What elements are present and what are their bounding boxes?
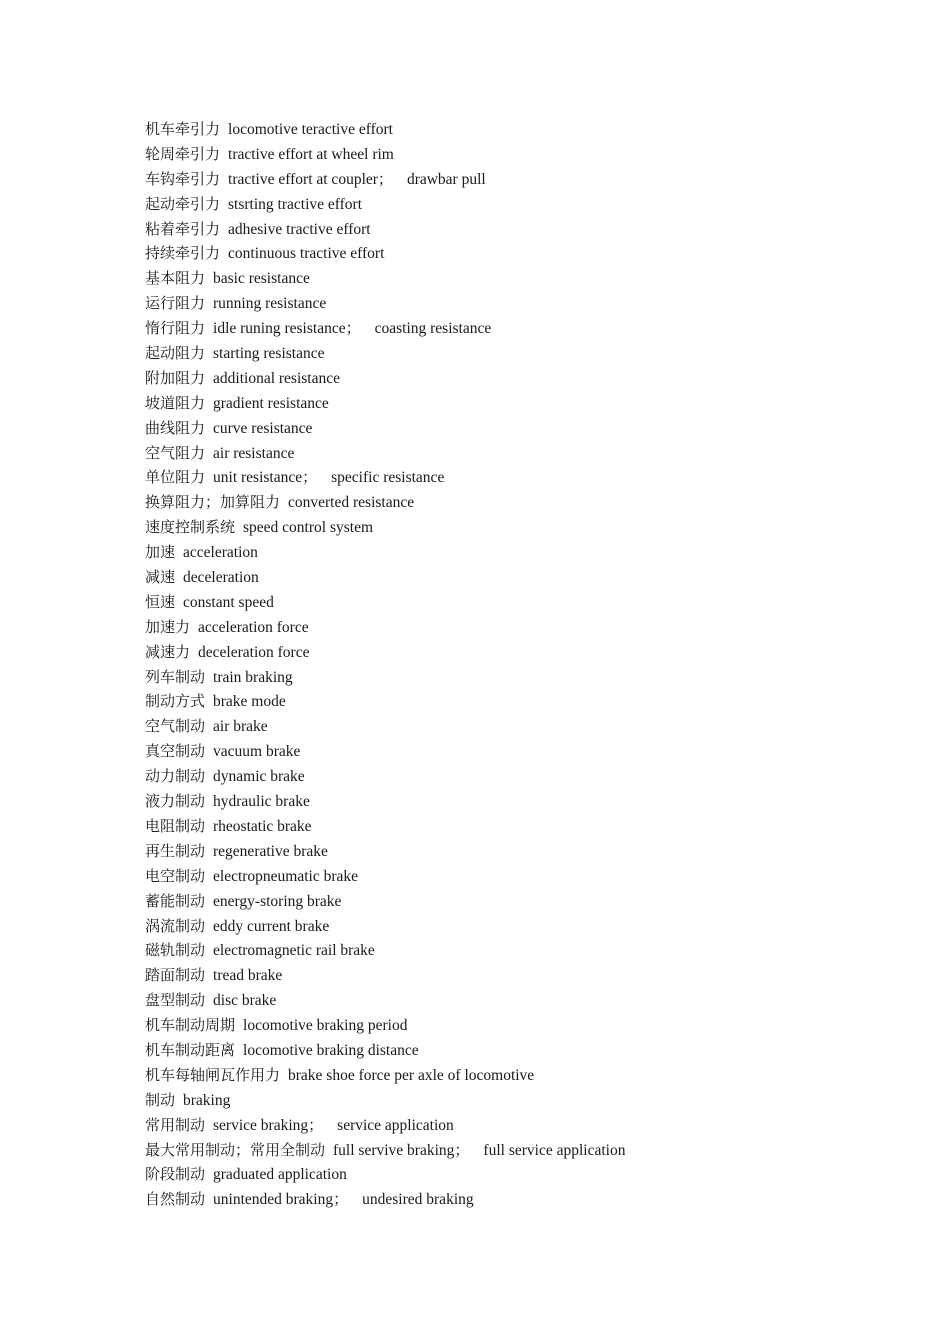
term-chinese: 单位阻力: [145, 468, 206, 487]
glossary-entry: [145, 864, 905, 889]
glossary-entry: [145, 441, 905, 466]
glossary-entry: [145, 291, 905, 316]
term-chinese: 蓄能制动: [145, 891, 206, 910]
term-chinese: 电阻制动: [145, 816, 206, 835]
glossary-entry: [145, 889, 905, 914]
term-chinese: 附加阻力: [145, 368, 206, 387]
term-english: acceleration: [183, 544, 258, 562]
term-chinese: 加速力: [145, 617, 191, 636]
term-chinese: 运行阻力: [145, 294, 206, 313]
glossary-entry: [145, 764, 905, 789]
term-separator: ；: [308, 1115, 324, 1134]
glossary-entry: [145, 1038, 905, 1063]
term-chinese: 盘型制动: [145, 991, 206, 1010]
term-chinese: 速度控制系统: [145, 518, 236, 537]
term-english: tread brake: [213, 967, 283, 985]
glossary-entry: [145, 963, 905, 988]
term-english: deceleration force: [198, 643, 310, 661]
glossary-entry: [145, 839, 905, 864]
glossary-entry: [145, 714, 905, 739]
term-chinese: 机车牵引力: [145, 120, 221, 138]
term-english-alternate: coasting resistance: [374, 320, 492, 338]
term-english-alternate: specific resistance: [331, 469, 445, 487]
term-chinese: 换算阻力；加算阻力: [145, 493, 281, 512]
term-chinese: 起动阻力: [145, 344, 206, 363]
glossary-entry: [145, 540, 905, 565]
term-chinese: 轮周牵引力: [145, 144, 221, 163]
term-chinese: 踏面制动: [145, 966, 206, 985]
term-english: brake mode: [213, 693, 286, 711]
term-english-alternate: full service application: [483, 1141, 626, 1159]
term-english: air brake: [213, 718, 268, 736]
term-english: energy-storing brake: [213, 892, 342, 910]
term-chinese: 最大常用制动；常用全制动: [145, 1140, 326, 1159]
term-chinese: 车钩牵引力: [145, 169, 221, 188]
term-english: braking: [183, 1091, 231, 1109]
glossary-entry: [145, 665, 905, 690]
term-english: hydraulic brake: [213, 793, 310, 811]
term-english: locomotive braking period: [243, 1017, 408, 1035]
glossary-entry: [145, 515, 905, 540]
term-chinese: 列车制动: [145, 667, 206, 686]
term-english: locomotive teractive effort: [228, 121, 393, 138]
glossary-entry: [145, 789, 905, 814]
term-english: curve resistance: [213, 419, 313, 437]
term-separator: ；: [345, 319, 361, 338]
term-english: service braking: [213, 1116, 309, 1134]
term-english: stsrting tractive effort: [228, 195, 363, 213]
term-chinese: 空气阻力: [145, 443, 206, 462]
glossary-entry: [145, 217, 905, 242]
glossary-entry: [145, 316, 905, 341]
glossary-entry: [145, 1113, 905, 1138]
term-english: regenerative brake: [213, 842, 328, 860]
term-english: full servive braking: [333, 1141, 455, 1159]
term-english-alternate: undesired braking: [362, 1191, 474, 1209]
term-chinese: 自然制动: [145, 1190, 206, 1209]
term-english: gradient resistance: [213, 394, 329, 412]
term-english: locomotive braking distance: [243, 1041, 419, 1059]
term-chinese: 机车制动周期: [145, 1016, 236, 1035]
glossary-entry: [145, 266, 905, 291]
glossary-entry: [145, 1162, 905, 1187]
glossary-entry: [145, 739, 905, 764]
term-chinese: 液力制动: [145, 792, 206, 811]
term-english: unintended braking: [213, 1191, 334, 1209]
term-english: tractive effort at coupler: [228, 170, 378, 188]
term-english: converted resistance: [288, 494, 415, 512]
term-english: speed control system: [243, 519, 374, 537]
term-english: basic resistance: [213, 270, 310, 288]
term-english-alternate: service application: [337, 1116, 454, 1134]
term-chinese: 粘着牵引力: [145, 219, 221, 238]
glossary-entry: [145, 1013, 905, 1038]
glossary-entry: [145, 1187, 905, 1212]
term-separator: ；: [302, 468, 318, 487]
term-chinese: 曲线阻力: [145, 418, 206, 437]
term-chinese: 再生制动: [145, 841, 206, 860]
term-chinese: 制动: [145, 1090, 176, 1109]
term-english: vacuum brake: [213, 743, 301, 761]
term-english: brake shoe force per axle of locomotive: [288, 1066, 535, 1084]
term-english: eddy current brake: [213, 917, 330, 935]
term-chinese: 电空制动: [145, 866, 206, 885]
term-english: electropneumatic brake: [213, 867, 359, 885]
term-chinese: 涡流制动: [145, 916, 206, 935]
glossary-entry: [145, 241, 905, 266]
term-chinese: 加速: [145, 543, 176, 562]
term-chinese: 磁轨制动: [145, 941, 206, 960]
glossary-entry: [145, 914, 905, 939]
term-chinese: 减速: [145, 568, 176, 587]
term-chinese: 阶段制动: [145, 1165, 206, 1184]
glossary-entry: [145, 192, 905, 217]
glossary-entry: [145, 615, 905, 640]
term-chinese: 坡道阻力: [145, 393, 206, 412]
term-english: running resistance: [213, 295, 327, 313]
term-chinese: 恒速: [145, 592, 176, 611]
glossary-entry: [145, 416, 905, 441]
term-english: deceleration: [183, 569, 259, 587]
term-english: rheostatic brake: [213, 817, 312, 835]
term-english: air resistance: [213, 444, 295, 462]
term-english: disc brake: [213, 992, 277, 1010]
term-english: graduated application: [213, 1166, 347, 1184]
term-chinese: 常用制动: [145, 1115, 206, 1134]
term-english: additional resistance: [213, 369, 340, 387]
term-chinese: 基本阻力: [145, 269, 206, 288]
term-chinese: 机车每轴闸瓦作用力: [145, 1065, 281, 1084]
term-english-alternate: drawbar pull: [406, 170, 486, 188]
glossary-entry: [145, 988, 905, 1013]
glossary-entry: [145, 1088, 905, 1113]
glossary-entry: [145, 1138, 905, 1163]
glossary-entry: [145, 590, 905, 615]
term-english: unit resistance: [213, 469, 303, 487]
term-english: train braking: [213, 668, 293, 686]
term-chinese: 机车制动距离: [145, 1040, 236, 1059]
term-separator: ；: [377, 169, 393, 188]
term-chinese: 起动牵引力: [145, 194, 221, 213]
term-chinese: 惰行阻力: [145, 319, 206, 338]
glossary-entry: [145, 490, 905, 515]
term-chinese: 制动方式: [145, 692, 206, 711]
term-separator: ；: [454, 1140, 470, 1159]
term-english: adhesive tractive effort: [228, 220, 371, 238]
glossary-entry: [145, 640, 905, 665]
glossary-entry: [145, 366, 905, 391]
glossary-entry: [145, 938, 905, 963]
term-english: electromagnetic rail brake: [213, 942, 375, 960]
glossary-list: [145, 117, 905, 1212]
term-chinese: 持续牵引力: [145, 244, 221, 263]
term-separator: ；: [333, 1190, 349, 1209]
glossary-entry: [145, 142, 905, 167]
term-english: starting resistance: [213, 345, 325, 363]
term-english: constant speed: [183, 593, 274, 611]
term-chinese: 真空制动: [145, 742, 206, 761]
glossary-entry: [145, 341, 905, 366]
term-chinese: 减速力: [145, 642, 191, 661]
glossary-entry: [145, 167, 905, 192]
glossary-entry: [145, 117, 905, 142]
glossary-entry: [145, 391, 905, 416]
term-chinese: 动力制动: [145, 767, 206, 786]
term-english: continuous tractive effort: [228, 245, 385, 263]
term-english: dynamic brake: [213, 768, 305, 786]
term-english: idle runing resistance: [213, 320, 346, 338]
term-english: tractive effort at wheel rim: [228, 145, 394, 163]
glossary-entry: [145, 1063, 905, 1088]
glossary-entry: [145, 689, 905, 714]
glossary-entry: [145, 814, 905, 839]
glossary-entry: [145, 465, 905, 490]
term-english: acceleration force: [198, 618, 309, 636]
term-chinese: 空气制动: [145, 717, 206, 736]
glossary-entry: [145, 565, 905, 590]
